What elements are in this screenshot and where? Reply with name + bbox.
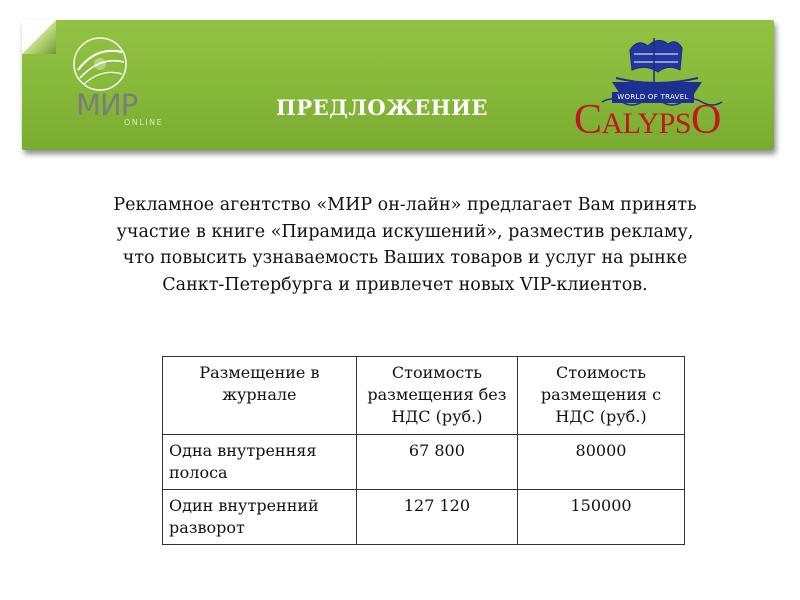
table-row bbox=[163, 435, 685, 490]
mir-logo-subtitle: ONLINE bbox=[124, 118, 164, 127]
header-price-with-vat: Стоимость размещения с НДС (руб.) bbox=[518, 357, 685, 435]
table-header-row bbox=[163, 357, 685, 435]
page-title: ПРЕДЛОЖЕНИЕ bbox=[276, 95, 488, 120]
row-placement: Одна внутренняя полоса bbox=[163, 435, 357, 490]
table-row bbox=[163, 490, 685, 545]
row-price-without-vat: 67 800 bbox=[356, 435, 517, 490]
mir-logo-text: МИР bbox=[76, 88, 138, 122]
row-placement: Один внутренний разворот bbox=[163, 490, 357, 545]
row-price-without-vat: 127 120 bbox=[356, 490, 517, 545]
price-table bbox=[162, 356, 685, 545]
header-placement: Размещение в журнале bbox=[163, 357, 357, 435]
calypso-tagline: WORLD OF TRAVEL bbox=[612, 92, 694, 103]
row-price-with-vat: 150000 bbox=[518, 490, 685, 545]
intro-paragraph: Рекламное агентство «МИР он-лайн» предлагает Вам принять участие в книге «Пирамида искушений», разместив рекламу, что повысить узнаваемость Ваших товаров и услуг на рынке Санкт-Петербурга и привлечет новых VIP-клиентов. bbox=[113, 195, 697, 295]
header-price-without-vat: Стоимость размещения без НДС (руб.) bbox=[356, 357, 517, 435]
calypso-logo-text: CALYPSO bbox=[574, 97, 721, 143]
page-curl bbox=[22, 20, 56, 54]
row-price-with-vat: 80000 bbox=[518, 435, 685, 490]
